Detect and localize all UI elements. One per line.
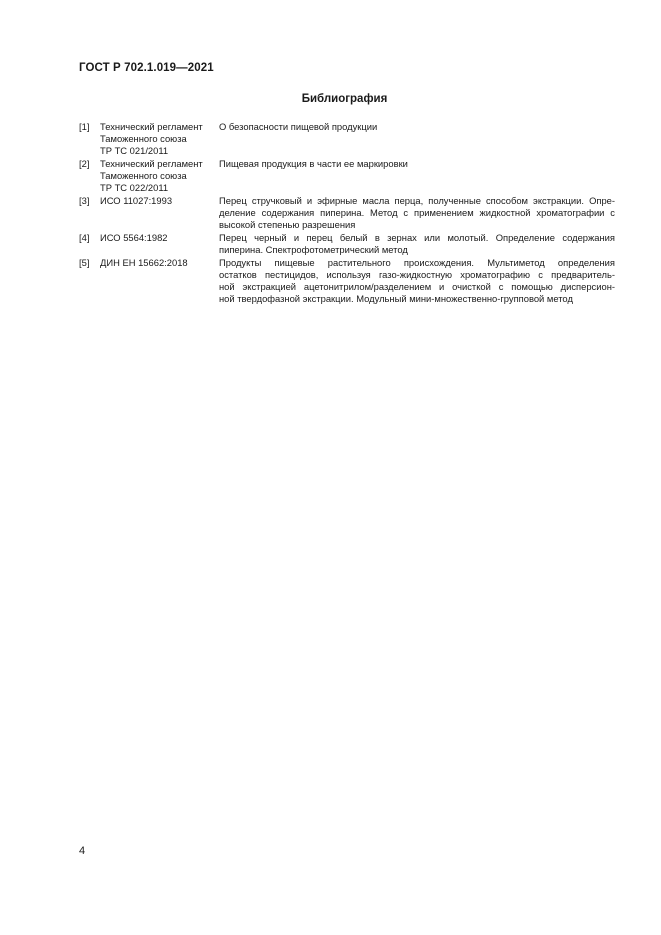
- entry-source-line: ИСО 5564:1982: [100, 232, 168, 243]
- entry-title-line: Перец стручковый и эфирные масла перца, полученные способом экстракции. Опре-: [219, 195, 615, 206]
- entry-title-line: деление содержания пиперина. Метод с применением жидкостной хроматографии с: [219, 207, 615, 218]
- entry-title-line: Перец черный и перец белый в зернах или молотый. Определение содержания: [219, 232, 615, 243]
- entry-number: [2]: [79, 158, 90, 169]
- bibliography-entry: [79, 195, 615, 231]
- entry-source-line: ДИН ЕН 15662:2018: [100, 257, 188, 268]
- entry-source-line: Технический регламент: [100, 121, 203, 132]
- entry-title: [219, 257, 615, 305]
- entry-source: [100, 158, 219, 194]
- entry-number: [1]: [79, 121, 90, 132]
- entry-source: [100, 121, 219, 157]
- entry-source-line: ИСО 11027:1993: [100, 195, 173, 206]
- entry-title: [219, 195, 615, 231]
- entry-source: [100, 257, 219, 269]
- document-code-header: ГОСТ Р 702.1.019—2021: [79, 62, 214, 74]
- entry-source-line: ТР ТС 021/2011: [100, 145, 169, 156]
- bibliography-heading: Библиография: [301, 93, 388, 105]
- entry-source-line: Таможенного союза: [100, 170, 187, 181]
- entry-source-line: Технический регламент: [100, 158, 203, 169]
- page-number: 4: [79, 845, 86, 857]
- entry-title: [219, 158, 615, 170]
- bibliography-list: [79, 121, 615, 306]
- bibliography-entry: [79, 158, 615, 194]
- entry-title-line: О безопасности пищевой продукции: [219, 121, 378, 132]
- entry-number: [3]: [79, 195, 90, 206]
- entry-title: [219, 232, 615, 256]
- entry-title-line: пиперина. Спектрофотометрический метод: [219, 244, 408, 255]
- bibliography-entry: [79, 232, 615, 256]
- entry-title-line: высокой степенью разрешения: [219, 219, 356, 230]
- entry-title-line: остатков пестицидов, используя газо-жидкостную хроматографию с предваритель-: [219, 269, 615, 280]
- entry-source-line: ТР ТС 022/2011: [100, 182, 169, 193]
- entry-source: [100, 232, 219, 244]
- entry-title-line: ной твердофазной экстракции. Модульный мини-множественно-групповой метод: [219, 293, 573, 304]
- entry-title: [219, 121, 615, 133]
- entry-number: [5]: [79, 257, 90, 268]
- entry-number: [4]: [79, 232, 90, 243]
- entry-title-line: Продукты пищевые растительного происхождения. Мультиметод определения: [219, 257, 615, 268]
- entry-source-line: Таможенного союза: [100, 133, 187, 144]
- entry-title-line: ной экстракцией ацетонитрилом/разделением и очисткой с помощью дисперсион-: [219, 281, 615, 292]
- entry-source: [100, 195, 219, 207]
- bibliography-entry: [79, 257, 615, 305]
- bibliography-entry: [79, 121, 615, 157]
- section-title: [0, 93, 661, 105]
- entry-title-line: Пищевая продукция в части ее маркировки: [219, 158, 408, 169]
